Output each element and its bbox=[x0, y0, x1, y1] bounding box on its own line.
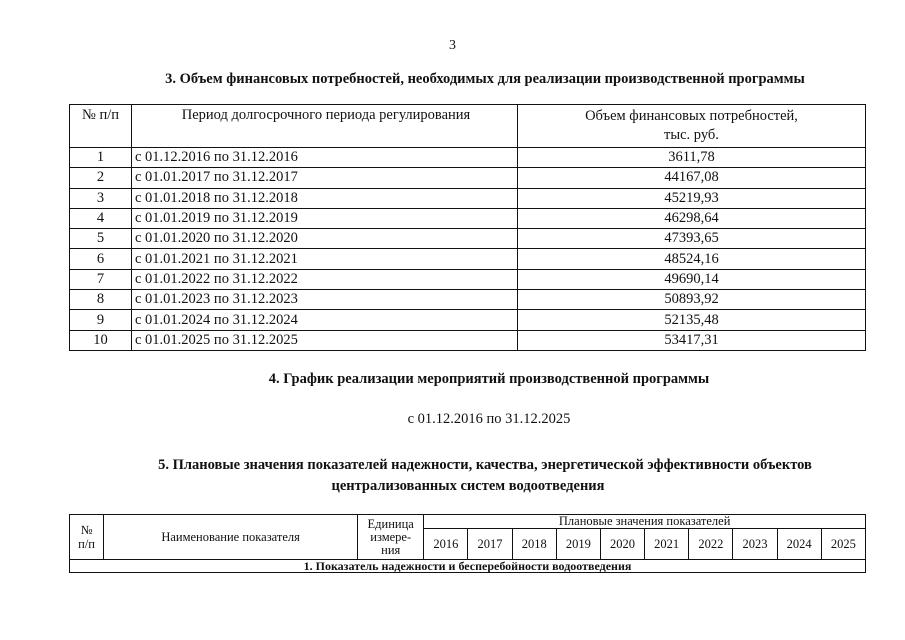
header-volume-line1: Объем финансовых потребностей, bbox=[585, 108, 798, 124]
table-row bbox=[70, 229, 866, 249]
page-number: 3 bbox=[449, 38, 456, 53]
row-value: 44167,08 bbox=[518, 168, 866, 188]
header-period: Период долгосрочного периода регулирования bbox=[132, 105, 518, 148]
table-row bbox=[70, 330, 866, 350]
header-num: № п/п bbox=[70, 105, 132, 148]
table-row bbox=[70, 310, 866, 330]
row-num: 6 bbox=[70, 249, 132, 269]
header-volume bbox=[518, 105, 866, 148]
header-num-line1: № bbox=[80, 523, 93, 537]
year-header: 2021 bbox=[645, 529, 689, 560]
year-header: 2020 bbox=[600, 529, 644, 560]
row-period: с 01.12.2016 по 31.12.2016 bbox=[132, 148, 518, 168]
row-num: 9 bbox=[70, 310, 132, 330]
row-num: 1 bbox=[70, 148, 132, 168]
header-planned: Плановые значения показателей bbox=[424, 515, 866, 529]
row-period: с 01.01.2022 по 31.12.2022 bbox=[132, 269, 518, 289]
row-period: с 01.01.2019 по 31.12.2019 bbox=[132, 208, 518, 228]
row-value: 46298,64 bbox=[518, 208, 866, 228]
row-num: 5 bbox=[70, 229, 132, 249]
row-period: с 01.01.2020 по 31.12.2020 bbox=[132, 229, 518, 249]
row-period: с 01.01.2018 по 31.12.2018 bbox=[132, 188, 518, 208]
table-row bbox=[70, 188, 866, 208]
header-unit-line1: Единица bbox=[367, 516, 414, 531]
row-num: 10 bbox=[70, 330, 132, 350]
row-value: 50893,92 bbox=[518, 290, 866, 310]
table-row bbox=[70, 249, 866, 269]
year-header: 2016 bbox=[424, 529, 468, 560]
row-value: 45219,93 bbox=[518, 188, 866, 208]
year-header: 2019 bbox=[556, 529, 600, 560]
header-unit bbox=[358, 515, 424, 560]
header-name: Наименование показателя bbox=[104, 515, 358, 560]
row-period: с 01.01.2024 по 31.12.2024 bbox=[132, 310, 518, 330]
table-row bbox=[70, 168, 866, 188]
table-row bbox=[70, 290, 866, 310]
row-value: 53417,31 bbox=[518, 330, 866, 350]
section3-title: 3. Объем финансовых потребностей, необходимых для реализации производственной программы bbox=[165, 71, 805, 87]
year-header: 2024 bbox=[777, 529, 821, 560]
year-header: 2025 bbox=[821, 529, 865, 560]
section-row bbox=[70, 560, 866, 573]
row-value: 3611,78 bbox=[518, 148, 866, 168]
section5-title-line1: 5. Плановые значения показателей надежности, качества, энергетической эффективности объектов bbox=[158, 457, 812, 473]
indicators-header-row-1 bbox=[70, 515, 866, 529]
table-row bbox=[70, 148, 866, 168]
table-row bbox=[70, 208, 866, 228]
table-row bbox=[70, 269, 866, 289]
section4-period: с 01.12.2016 по 31.12.2025 bbox=[407, 411, 571, 427]
section4-title: 4. График реализации мероприятий производственной программы bbox=[268, 371, 710, 387]
row-num: 8 bbox=[70, 290, 132, 310]
row-value: 48524,16 bbox=[518, 249, 866, 269]
section5-title-line2: централизованных систем водоотведения bbox=[331, 478, 605, 494]
row-value: 52135,48 bbox=[518, 310, 866, 330]
table-header-row bbox=[70, 105, 866, 148]
row-num: 4 bbox=[70, 208, 132, 228]
year-header: 2018 bbox=[512, 529, 556, 560]
header-volume-line2: тыс. руб. bbox=[664, 127, 719, 143]
row-period: с 01.01.2023 по 31.12.2023 bbox=[132, 290, 518, 310]
row-period: с 01.01.2017 по 31.12.2017 bbox=[132, 168, 518, 188]
header-unit-line3: ния bbox=[381, 542, 401, 557]
row-num: 7 bbox=[70, 269, 132, 289]
section-row-label: 1. Показатель надежности и бесперебойности водоотведения bbox=[70, 560, 866, 573]
year-header: 2017 bbox=[468, 529, 512, 560]
year-header: 2022 bbox=[689, 529, 733, 560]
row-num: 2 bbox=[70, 168, 132, 188]
row-period: с 01.01.2021 по 31.12.2021 bbox=[132, 249, 518, 269]
header-num-line2: п/п bbox=[78, 537, 95, 551]
row-num: 3 bbox=[70, 188, 132, 208]
header-num bbox=[70, 515, 104, 560]
row-value: 47393,65 bbox=[518, 229, 866, 249]
row-period: с 01.01.2025 по 31.12.2025 bbox=[132, 330, 518, 350]
year-header: 2023 bbox=[733, 529, 777, 560]
financial-needs-table bbox=[69, 104, 866, 351]
row-value: 49690,14 bbox=[518, 269, 866, 289]
indicators-table bbox=[69, 514, 866, 573]
header-unit-line2: измере- bbox=[370, 529, 412, 544]
